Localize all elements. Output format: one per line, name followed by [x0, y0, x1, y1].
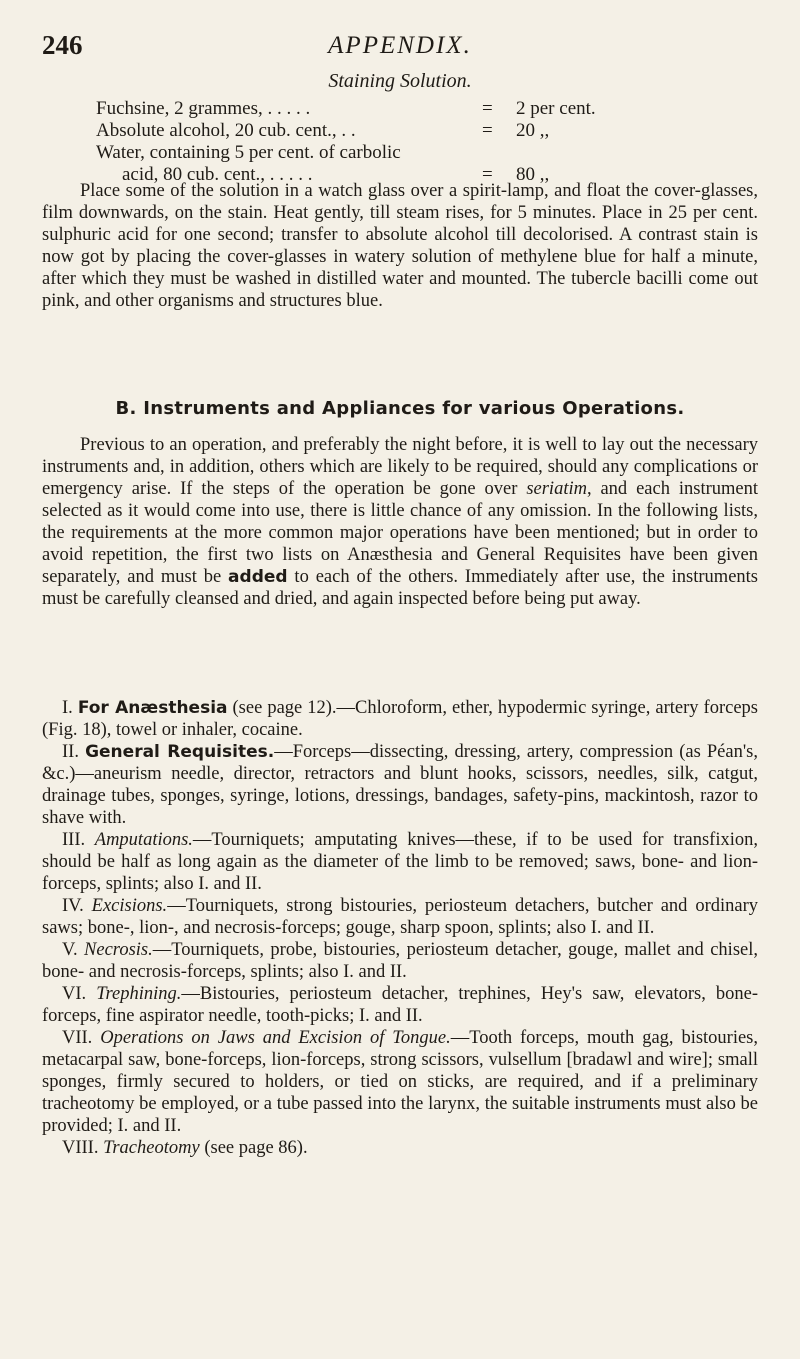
intro-text: to each of the others. Immediately after use, the instruments must be carefully cleansed and dried, and again inspected before being put away. — [42, 567, 758, 609]
list-item-text: —Tourniquets, strong bistouries, periosteum detachers, butcher and ordinary saws; bone-, lion-, and necrosis-forceps; gouge, sharp spoon, splints; also I. and II. — [42, 896, 758, 938]
list-item-number: V. — [62, 940, 78, 960]
intro-text: Previous to an operation, and preferably the night before, it is well to lay out the necessary instruments and, in addition, others which are likely to be required, should any complications or emergency arise. If the steps of the operation be gone over — [42, 435, 758, 499]
recipe-amount: 2 per cent. — [516, 98, 596, 119]
intro-text: , and each instrument selected as it would come into use, there is little chance of any omission. In the following lists, the requirements at the more common major operations have been mentioned; but in order to avoid repetition, the first two lists on Anæsthesia and General Requisites have been given separately, and must be — [42, 479, 758, 587]
list-item-text: —Tooth forceps, mouth gag, bistouries, metacarpal saw, bone-forceps, lion-forceps, strong scissors, vulsellum [bradawl and wire]; small sponges, firmly secured to holders, or tied on sticks, are required, and if a preliminary tracheotomy be employed, or a tube passed into the larynx, the suitable instruments must also be provided; I. and II. — [42, 1028, 759, 1136]
list-item-title: Operations on Jaws and Excision of Tongue. — [100, 1028, 451, 1048]
page-header — [42, 30, 758, 64]
list-item-title: Tracheotomy — [103, 1138, 200, 1158]
list-item-text: —Forceps—dissecting, dressing, artery, compression (as Péan's, &c.)—aneurism needle, director, retractors and blunt hooks, scissors, needles, silk, catgut, drainage tubes, sponges, syringe, lotions, dressings, bandages, safety-pins, mackintosh, razor to shave with. — [42, 742, 758, 828]
list-item-title: For Anæsthesia — [77, 698, 228, 718]
operation-list — [42, 697, 758, 1159]
intro-italic-term: seriatim — [526, 479, 587, 499]
list-item-title: Amputations. — [94, 830, 193, 850]
list-item-text: —Bistouries, periosteum detacher, trephines, Hey's saw, elevators, bone-forceps, fine aspirator needle, tooth-picks; I. and II. — [42, 984, 758, 1026]
list-item-text: —Tourniquets, probe, bistouries, periosteum detacher, gouge, mallet and chisel, bone- and necrosis-forceps, splints; also I. and II. — [42, 940, 759, 982]
recipe-amount: 20 ,, — [516, 120, 550, 141]
staining-recipe — [96, 98, 716, 186]
recipe-row — [96, 120, 716, 142]
list-item-text: —Tourniquets; amputating knives—these, if to be used for transfixion, should be half as long again as the diameter of the limb to be removed; saws, bone- and lion-forceps, splints; also I. and II. — [42, 830, 758, 894]
list-item-excisions — [42, 895, 758, 939]
recipe-row — [96, 98, 716, 120]
recipe-ingredient: Absolute alcohol, 20 cub. cent., . . — [96, 120, 356, 141]
list-item-number: III. — [62, 830, 86, 850]
staining-paragraph: Place some of the solution in a watch glass over a spirit-lamp, and float the cover-glasses, film downwards, on the stain. Heat gently, till steam rises, for 5 minutes. Place in 25 per cent. sulphuric acid for one second; transfer to absolute alcohol till decolorised. A contrast stain is now got by placing the cover-glasses in watery solution of methylene blue for half a minute, after which they must be washed in distilled water and mounted. The tubercle bacilli come out pink, and other organisms and structures blue. — [42, 181, 758, 311]
recipe-ingredient: acid, 80 cub. cent., . . . . . — [122, 164, 313, 185]
list-item-text: (see page 86). — [199, 1138, 308, 1158]
list-item-general-requisites — [42, 741, 758, 829]
intro-bold-term: added — [228, 567, 288, 587]
recipe-equals: = — [482, 164, 493, 185]
list-item-title: Excisions. — [91, 896, 168, 916]
list-item-number: VIII. — [62, 1138, 99, 1158]
recipe-row — [96, 142, 716, 164]
recipe-ingredient: Fuchsine, 2 grammes, . . . . . — [96, 98, 311, 119]
list-item-number: VII. — [62, 1028, 93, 1048]
recipe-ingredient: Water, containing 5 per cent. of carbolic — [96, 142, 401, 163]
page-number: 246 — [42, 30, 83, 60]
section-heading-b: B. Instruments and Appliances for various Operations. — [115, 398, 685, 419]
list-item-number: VI. — [62, 984, 87, 1004]
list-item-trephining — [42, 983, 758, 1027]
list-item-number: I. — [62, 698, 73, 718]
list-item-title: Necrosis. — [84, 940, 153, 960]
recipe-amount: 80 ,, — [516, 164, 550, 185]
list-item-number: II. — [62, 742, 79, 762]
list-item-number: IV. — [62, 896, 84, 916]
recipe-equals: = — [482, 98, 493, 119]
running-head: APPENDIX. — [328, 32, 472, 59]
section-title: Staining Solution. — [328, 70, 472, 92]
list-item-necrosis — [42, 939, 758, 983]
list-item-title: General Requisites. — [85, 742, 275, 762]
list-item-title: Trephining. — [96, 984, 182, 1004]
recipe-equals: = — [482, 120, 493, 141]
instruments-intro-paragraph — [42, 434, 758, 610]
list-item-amputations — [42, 829, 758, 895]
list-item-jaws-tongue — [42, 1027, 758, 1137]
list-item-text: (see page 12).—Chloroform, ether, hypodermic syringe, artery forceps (Fig. 18), towel or inhaler, cocaine. — [42, 698, 758, 740]
list-item-tracheotomy — [42, 1137, 758, 1159]
list-item-anaesthesia — [42, 697, 758, 741]
